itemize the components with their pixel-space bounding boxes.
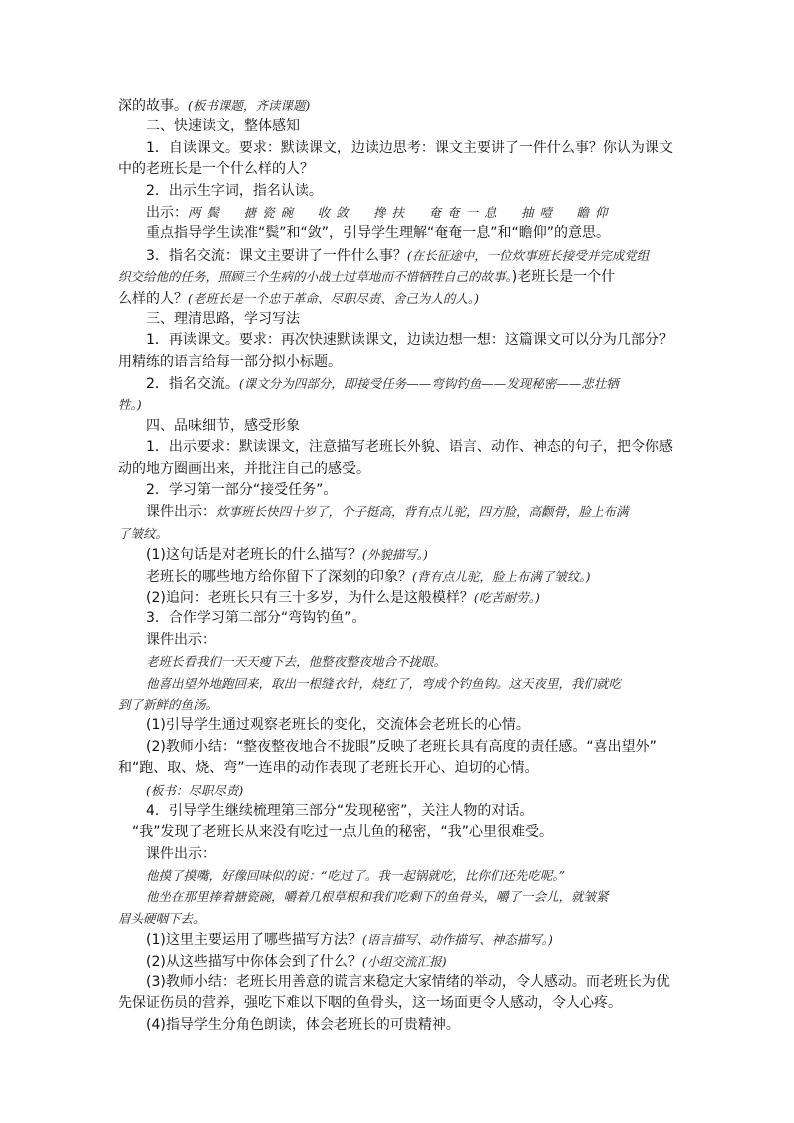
line-text: (1)这句话是对老班长的什么描写？ xyxy=(146,547,362,564)
text-line xyxy=(118,501,678,522)
text-line xyxy=(118,972,678,993)
line-text: 先保证伤员的营养，强吃下难以下咽的鱼骨头，这一场面更令人感动，令人心疼。 xyxy=(118,995,622,1012)
line-text: (1)这里主要运用了哪些描写方法？ xyxy=(146,932,362,949)
text-line xyxy=(118,1015,678,1036)
text-line xyxy=(118,587,678,608)
text-line xyxy=(118,223,678,244)
heading-text: 四、品味细节，感受形象 xyxy=(146,417,300,434)
line-text: 3．指名交流：课文主要讲了一件什么事？ xyxy=(146,247,407,264)
annotation: (板书：尽职尽责) xyxy=(146,782,244,798)
text-line xyxy=(118,159,678,180)
line-text: 4．引导学生继续梳理第三部分“发现秘密”，关注人物的对话。 xyxy=(146,802,534,819)
text-line xyxy=(118,394,678,415)
text-line xyxy=(118,801,678,822)
quote-line xyxy=(118,673,678,694)
quote-text: 他喜出望外地跑回来，取出一根缝衣针，烧红了，弯成个钓鱼钩。这天夜里，我们就吃 xyxy=(146,675,622,691)
line-text: 1．自读课文。要求：默读课文，边读边思考：课文主要讲了一件什么事？你认为课文 xyxy=(146,139,673,156)
line-text: 和“跑、取、烧、弯”一连串的动作表现了老班长开心、迫切的心情。 xyxy=(118,760,539,777)
quote-text: 他坐在那里捧着搪瓷碗，嚼着几根草根和我们吃剩下的鱼骨头，嚼了一会儿，就皱紧 xyxy=(146,889,609,905)
vocab-list: 两鬓 搪瓷碗 收敛 搀扶 奄奄一息 抽噎 瞻仰 xyxy=(188,204,614,220)
text-line xyxy=(118,352,678,373)
annotation: (老班长是一个忠于革命、尽职尽责、舍己为人的人。) xyxy=(188,290,480,306)
text-line xyxy=(118,459,678,480)
line-text: 动的地方圈画出来，并批注自己的感受。 xyxy=(118,460,370,477)
annotation: (语言描写、动作描写、神态描写。) xyxy=(361,932,553,948)
text-line xyxy=(118,266,678,287)
quote-line xyxy=(118,651,678,672)
line-text: 课件出示： xyxy=(146,504,216,521)
line-text: (3)教师小结：老班长用善意的谎言来稳定大家情绪的举动，令人感动。而老班长为优 xyxy=(146,974,670,991)
text-line xyxy=(118,373,678,394)
section-heading xyxy=(118,116,678,137)
blackboard-note xyxy=(118,780,678,801)
quote-text: 到了新鲜的鱼汤。 xyxy=(118,696,219,712)
text-line xyxy=(118,330,678,351)
quote-line xyxy=(118,886,678,907)
text-line xyxy=(118,993,678,1014)
line-text: (2)追问：老班长只有三十多岁，为什么是这般模样？ xyxy=(146,589,474,606)
text-line xyxy=(118,737,678,758)
annotation: (小组交流汇报) xyxy=(361,953,447,969)
section-heading xyxy=(118,416,678,437)
line-text: (1)引导学生通过观察老班长的变化，交流体会老班长的心情。 xyxy=(146,717,530,734)
annotation: (外貌描写。) xyxy=(361,547,428,563)
text-line xyxy=(118,822,678,843)
text-line xyxy=(118,202,678,223)
line-text: 课件出示： xyxy=(146,845,216,862)
text-line xyxy=(118,608,678,629)
line-text: (2)从这些描写中你体会到了什么？ xyxy=(146,953,362,970)
quote-text: 眉头硬咽下去。 xyxy=(118,910,206,926)
text-line xyxy=(118,523,678,544)
line-text: 2．指名交流。 xyxy=(146,376,239,393)
line-text: 中的老班长是一个什么样的人？ xyxy=(118,161,314,178)
quote-line xyxy=(118,694,678,715)
text-line xyxy=(118,758,678,779)
annotation: (背有点儿驼，脸上布满了皱纹。) xyxy=(412,568,591,584)
quote-text: 炊事班长快四十岁了，个子挺高，背有点儿驼，四方脸，高颧骨，脸上布满 xyxy=(216,504,629,520)
annotation: (在长征途中，一位炊事班长接受并完成党组 xyxy=(406,247,650,263)
line-text: 重点指导学生读准“鬓”和“敛”，引导学生理解“奄奄一息”和“瞻仰”的意思。 xyxy=(146,225,611,242)
line-text: )老班长是一个什 xyxy=(511,269,616,286)
text-line xyxy=(118,544,678,565)
heading-text: 三、理清思路，学习写法 xyxy=(146,310,300,327)
line-text: 么样的人？ xyxy=(118,290,188,307)
annotation: 织交给他的任务，照顾三个生病的小战士过草地而不惜牺牲自己的故事。 xyxy=(118,269,512,285)
quote-line xyxy=(118,908,678,929)
text-line xyxy=(118,951,678,972)
line-text: 出示： xyxy=(146,204,188,221)
line-text: 3．合作学习第二部分“弯钩钓鱼”。 xyxy=(146,610,366,627)
text-line xyxy=(118,245,678,266)
text-line xyxy=(118,181,678,202)
text-line xyxy=(118,95,678,116)
heading-text: 二、快速读文，整体感知 xyxy=(146,118,300,135)
text-line xyxy=(118,929,678,950)
line-text: “我”发现了老班长从来没有吃过一点儿鱼的秘密，“我”心里很难受。 xyxy=(132,824,554,841)
annotation: (板书课题，齐读课题) xyxy=(188,98,311,113)
text-line xyxy=(118,630,678,651)
line-text: 1．再读课文。要求：再次快速默读课文，边读边想一想：这篇课文可以分为几部分？ xyxy=(146,332,673,349)
quote-line xyxy=(118,865,678,886)
annotation: 牲。) xyxy=(118,397,142,413)
text-line xyxy=(118,138,678,159)
text-line xyxy=(118,566,678,587)
annotation: (吃苦耐劳。) xyxy=(473,589,540,605)
document-page xyxy=(118,95,678,1036)
line-text: (2)教师小结：“整夜整夜地合不拢眼”反映了老班长具有高度的责任感。“喜出望外” xyxy=(146,738,657,755)
line-text: (4)指导学生分角色朗读，体会老班长的可贵精神。 xyxy=(146,1016,460,1033)
text-line xyxy=(118,437,678,458)
line-text: 课件出示： xyxy=(146,631,216,648)
text-line xyxy=(118,715,678,736)
quote-text: 他摸了摸嘴，好像回味似的说：“吃过了。我一起锅就吃，比你们还先吃呢。” xyxy=(146,868,566,884)
section-heading xyxy=(118,309,678,330)
annotation: (课文分为四部分，即接受任务——弯钩钓鱼——发现秘密——悲壮牺 xyxy=(238,376,619,392)
text-line xyxy=(118,480,678,501)
line-text: 2．学习第一部分“接受任务”。 xyxy=(146,482,338,499)
quote-text: 了皱纹。 xyxy=(118,525,169,541)
line-text: 用精练的语言给每一部分拟小标题。 xyxy=(118,353,342,370)
text-line xyxy=(118,844,678,865)
line-text: 2．出示生字词，指名认读。 xyxy=(146,182,323,199)
line-text: 老班长的哪些地方给你留下了深刻的印象？ xyxy=(146,568,412,585)
line-text: 1．出示要求：默读课文，注意描写老班长外貌、语言、动作、神态的句子，把令你感 xyxy=(146,439,673,456)
quote-text: 老班长看我们一天天瘦下去，他整夜整夜地合不拢眼。 xyxy=(146,654,447,670)
line-text: 深的故事。 xyxy=(118,98,188,114)
text-line xyxy=(118,288,678,309)
